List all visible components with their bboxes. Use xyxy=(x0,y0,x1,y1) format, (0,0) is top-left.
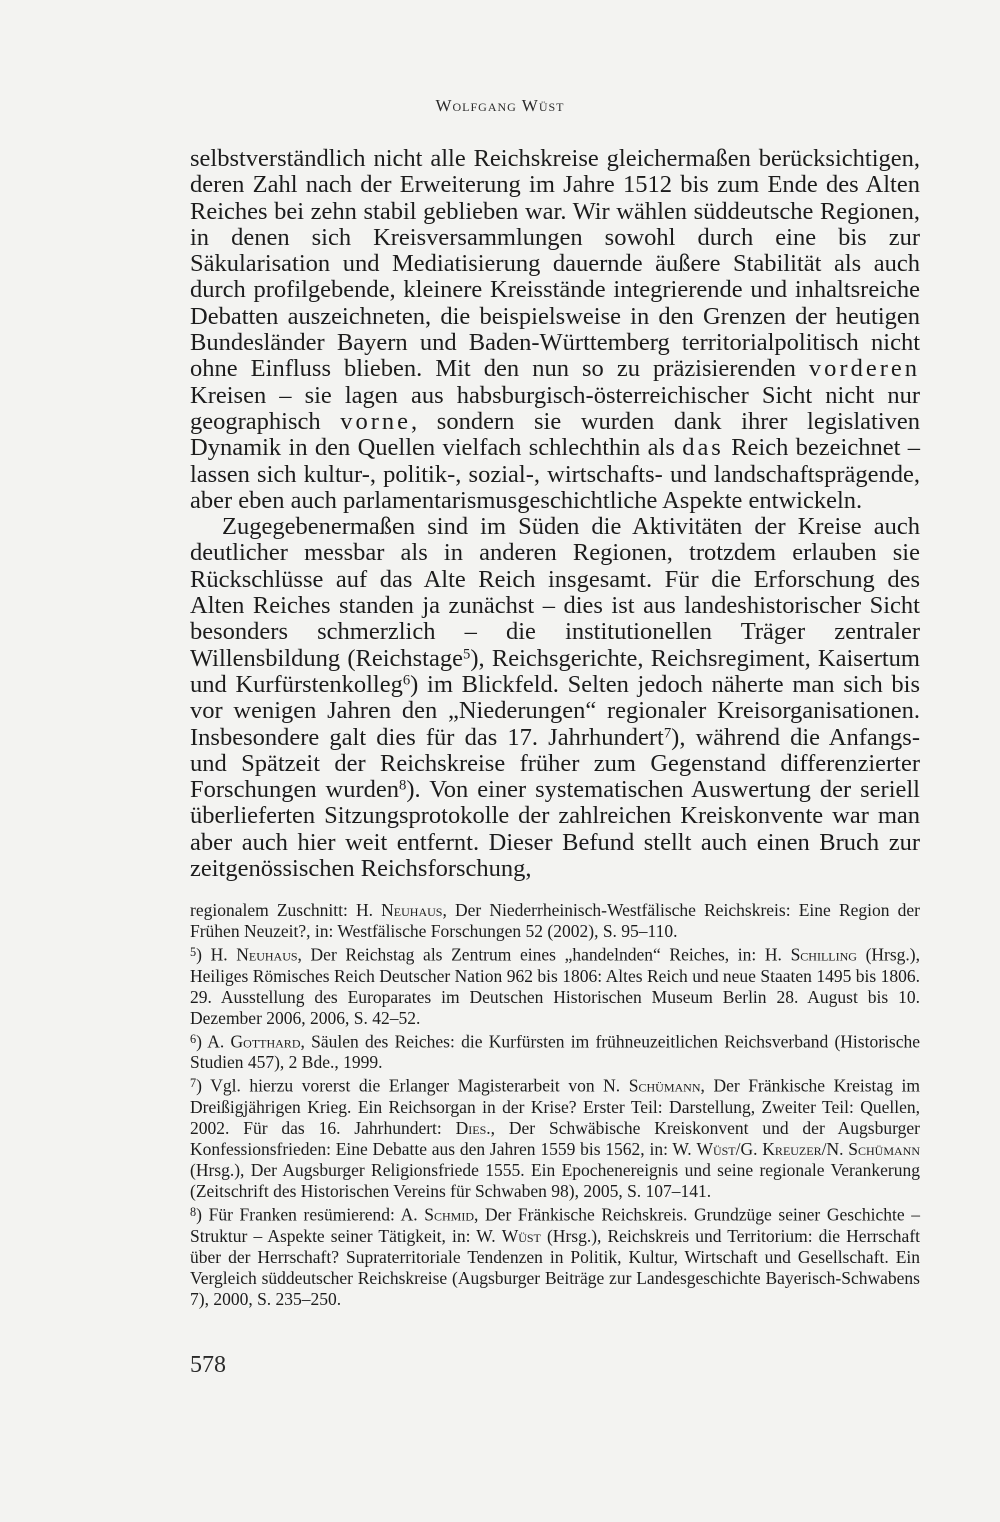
emphasis-vorne: vorne xyxy=(340,407,412,435)
text-segment: , Säulen des Reiches: die Kurfürsten im frühneuzeitlichen Reichsverband (Historische Studien 457), 2 Bde., 1999. xyxy=(190,1031,920,1073)
author-name: Wüst xyxy=(696,1138,736,1159)
footnote-continuation xyxy=(190,900,920,942)
text-segment: (Hrsg.), Reichskreis und Territorium: die Herrschaft über der Herrschaft? Supraterritoriale Tendenzen in Politik, Kultur, Wirtschaft und Gesellschaft. Ein Vergleich süddeutscher Reichskreise (Augsburger Beiträge zur Landesgeschichte Bayerisch-Schwabens 7), 2000, S. 235–250. xyxy=(190,1225,921,1309)
footnote-7 xyxy=(190,1073,920,1202)
text-segment: , Der Schwäbische Kreiskonvent und der Augsburger Konfessionsfrieden: Eine Debatte aus den Jahren 1559 bis 1562, in: W. xyxy=(190,1117,920,1159)
emphasis-vorderen: vorderen xyxy=(808,355,920,383)
text-segment: ), während die Anfangs- und Spätzeit der Reichskreise früher zum Gegenstand differenzierter Forschungen wurden xyxy=(190,723,920,804)
text-segment: ) Für Franken resümierend: A. xyxy=(196,1204,425,1225)
text-segment: Reich bezeichnet – lassen sich kultur-, politik-, sozial-, wirtschafts- und landschaftsprägende, aber eben auch parlamentarismusgeschichtliche Aspekte entwickeln. xyxy=(190,434,920,514)
footnote-ref-6: 6 xyxy=(402,672,411,689)
author-name: Wüst xyxy=(501,1225,541,1246)
text-segment: /N. xyxy=(821,1138,849,1159)
text-segment: ) Vgl. hierzu vorerst die Erlanger Magisterarbeit von N. xyxy=(196,1075,629,1096)
text-segment: selbstverständlich nicht alle Reichskreise gleichermaßen berücksichtigen, deren Zahl nach der Erweiterung im Jahre 1512 bis zum Ende des Alten Reiches bei zehn stabil geblieben war. Wir wählen süddeutsche Regionen, in denen sich Kreisversammlungen sowohl durch eine bis zur Säkularisation und Mediatisierung dauernde äußere Stabilität als auch durch profilgebende, kleinere Kreisstände integrierende und inhaltsreiche Debatten auszeichneten, die beispielsweise in den Grenzen der heutigen Bundesländer Bayern und Baden-Württemberg territorialpolitisch nicht ohne Einfluss blieben. Mit den nun so zu präzisierenden xyxy=(190,145,920,383)
footnote-ref-5: 5 xyxy=(462,646,471,663)
text-segment: , sondern sie wurden dank ihrer legislativen Dynamik in den Quellen vielfach schlechthin als xyxy=(190,407,920,462)
text-segment: (Hrsg.), Der Augsburger Religionsfriede 1555. Ein Epochenereignis und seine regionale Verankerung (Zeitschrift des Historischen Vereins für Schwaben 98), 2005, S. 107–141. xyxy=(190,1159,920,1202)
author-name: Kreuzer xyxy=(762,1138,822,1159)
text-segment: (Hrsg.), Heiliges Römisches Reich Deutscher Nation 962 bis 1806: Altes Reich und neue Staaten 1495 bis 1806. 29. Ausstellung des Europarates im Deutschen Historischen Museum Berlin 28. August bis 10. Dezember 2006, 2006, S. 42–52. xyxy=(190,944,921,1028)
footnote-number: 7 xyxy=(190,1076,197,1091)
footnote-number: 6 xyxy=(190,1031,197,1046)
text-segment: Kreisen – sie lagen aus habsburgisch-österreichischer Sicht nicht nur geographisch xyxy=(190,381,920,435)
page-number: 578 xyxy=(190,1352,226,1378)
footnote-8 xyxy=(190,1202,920,1310)
emphasis-das: das xyxy=(682,434,724,462)
author-name: Gotthard xyxy=(230,1031,301,1052)
footnotes xyxy=(190,900,920,1310)
author-name: Neuhaus xyxy=(236,944,298,965)
author-name: Schmid xyxy=(424,1204,475,1225)
text-segment: regionalem Zuschnitt: H. xyxy=(190,900,382,920)
author-name: Schümann xyxy=(848,1138,921,1159)
text-segment: ). Von einer systematischen Auswertung der seriell überlieferten Sitzungsprotokolle der zahlreichen Kreiskonvente war man aber auch hier weit entfernt. Dieser Befund stellt auch einen Bruch zur zeitgenössischen Reichsforschung, xyxy=(190,776,920,883)
text-segment: , Der Niederrheinisch-Westfälische Reichskreis: Eine Region der Frühen Neuzeit?, in: Westfälische Forschungen 52 (2002), S. 95–110. xyxy=(190,900,921,942)
paragraph-2 xyxy=(190,514,920,882)
footnote-number: 8 xyxy=(190,1205,197,1220)
text-segment: , Der Reichstag als Zentrum eines „handelnden“ Reiches, in: H. xyxy=(297,944,791,965)
author-name: Schümann xyxy=(628,1075,701,1096)
text-segment: ) H. xyxy=(196,944,237,965)
text-segment: ) A. xyxy=(196,1031,231,1052)
text-segment: Zugegebenermaßen sind im Süden die Aktivitäten der Kreise auch deutlicher messbar als in anderen Regionen, trotzdem erlauben sie Rückschlüsse auf das Alte Reich insgesamt. Für die Erforschung des Alten Reiches standen ja zunächst – dies ist aus landeshistorischer Sicht besonders schmerzlich – die institutionellen Träger zentraler Willensbildung (Reichstage xyxy=(190,513,920,672)
footnote-5 xyxy=(190,942,920,1029)
footnote-number: 5 xyxy=(190,945,197,960)
running-head: Wolfgang Wüst xyxy=(435,96,565,115)
footnote-ref-7: 7 xyxy=(663,725,672,742)
author-name: Schilling xyxy=(790,944,857,965)
author-name: Dies. xyxy=(455,1117,491,1138)
main-text xyxy=(190,146,920,882)
text-segment: ) im Blickfeld. Selten jedoch näherte man sich bis vor wenigen Jahren den „Niederungen“ regionaler Kreisorganisationen. Insbesondere galt dies für das 17. Jahrhundert xyxy=(190,670,920,751)
text-segment: ), Reichsgerichte, Reichsregiment, Kaisertum und Kurfürstenkolleg xyxy=(190,644,920,698)
footnote-ref-8: 8 xyxy=(399,777,407,794)
text-segment: /G. xyxy=(735,1138,763,1159)
text-segment: , Der Fränkische Kreistag im Dreißigjährigen Krieg. Ein Reichsorgan in der Krise? Erster Teil: Darstellung, Zweiter Teil: Quellen, 2002. Für das 16. Jahrhundert: xyxy=(190,1075,920,1138)
text-segment: , Der Fränkische Reichskreis. Grundzüge seiner Geschichte – Struktur – Aspekte seiner Tätigkeit, in: W. xyxy=(190,1204,920,1246)
paragraph-1 xyxy=(190,146,920,514)
footnote-6 xyxy=(190,1029,920,1073)
author-name: Neuhaus xyxy=(381,900,443,920)
